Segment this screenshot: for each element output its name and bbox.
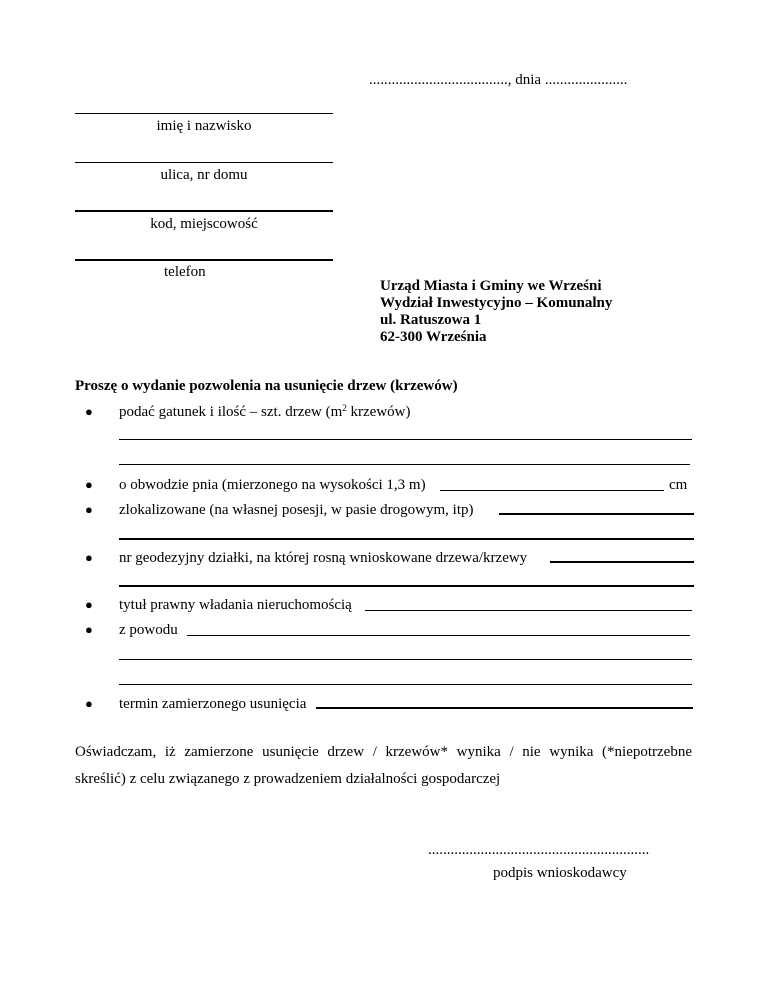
circumference-field[interactable]	[440, 490, 664, 491]
parcel-field[interactable]	[550, 561, 694, 563]
street-label: ulica, nr domu	[160, 167, 248, 183]
bullet-icon: ●	[85, 597, 93, 612]
parcel-label: nr geodezyjny działki, na której rosną wnioskowane drzewa/krzewy	[119, 550, 528, 566]
bullet-icon: ●	[85, 502, 93, 517]
date-line[interactable]: ....................................., dnia ......................	[369, 72, 628, 88]
location-field[interactable]	[499, 513, 694, 515]
name-label: imię i nazwisko	[156, 118, 252, 134]
reason-line-2[interactable]	[119, 659, 692, 660]
request-heading: Proszę o wydanie pozwolenia na usunięcie drzew (krzewów)	[75, 378, 458, 394]
bullet-icon: ●	[85, 404, 93, 419]
phone-label: telefon	[164, 264, 206, 280]
circumference-unit: cm	[669, 477, 688, 493]
location-line-2[interactable]	[119, 538, 694, 540]
title-field[interactable]	[365, 610, 692, 611]
city-label: kod, miejscowość	[150, 216, 258, 232]
species-line-1[interactable]	[119, 439, 692, 440]
declaration-line-1: Oświadczam, iż zamierzone usunięcie drzew / krzewów* wynika / nie wynika (*niepotrzebne	[75, 744, 692, 760]
location-label: zlokalizowane (na własnej posesji, w pasie drogowym, itp)	[119, 502, 474, 518]
recipient-line-4: 62-300 Września	[380, 329, 487, 345]
reason-line-3[interactable]	[119, 684, 692, 685]
declaration-line-2: skreślić) z celu związanego z prowadzeniem działalności gospodarczej	[75, 771, 501, 787]
term-label: termin zamierzonego usunięcia	[119, 696, 307, 712]
bullet-icon: ●	[85, 477, 93, 492]
reason-field[interactable]	[187, 635, 690, 636]
street-line[interactable]	[75, 162, 333, 163]
parcel-line-2[interactable]	[119, 585, 694, 587]
circumference-label: o obwodzie pnia (mierzonego na wysokości 1,3 m)	[119, 477, 426, 493]
recipient-line-3: ul. Ratuszowa 1	[380, 312, 482, 328]
reason-label: z powodu	[119, 622, 178, 638]
signature-dots[interactable]: ...........................................................	[428, 842, 650, 858]
title-label: tytuł prawny władania nieruchomością	[119, 597, 352, 613]
phone-line[interactable]	[75, 259, 333, 261]
recipient-line-1: Urząd Miasta i Gminy we Wrześni	[380, 278, 602, 294]
bullet-icon: ●	[85, 550, 93, 565]
species-label: podać gatunek i ilość – szt. drzew ($m^2$ krzewów)	[119, 403, 411, 420]
term-field[interactable]	[316, 707, 693, 709]
bullet-icon: ●	[85, 696, 93, 711]
signature-label: podpis wnioskodawcy	[493, 865, 627, 881]
bullet-icon: ●	[85, 622, 93, 637]
name-line[interactable]	[75, 113, 333, 114]
recipient-line-2: Wydział Inwestycyjno – Komunalny	[380, 295, 613, 311]
species-line-2[interactable]	[119, 464, 690, 465]
city-line[interactable]	[75, 210, 333, 212]
